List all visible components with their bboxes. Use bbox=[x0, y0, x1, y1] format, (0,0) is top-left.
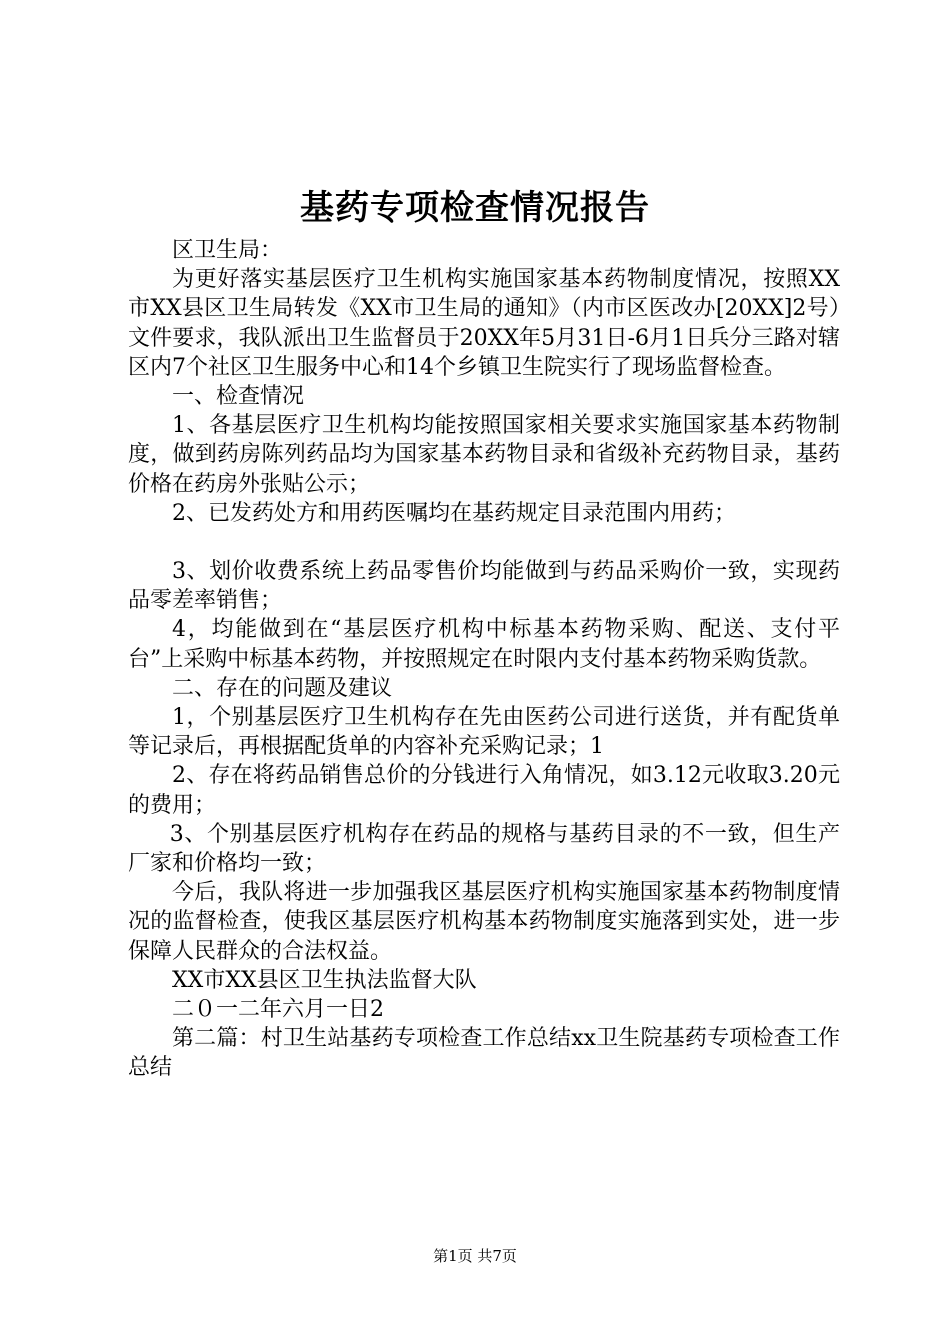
section-heading-problems: 二、存在的问题及建议 bbox=[172, 675, 393, 701]
inspection-item-4: 4，均能做到在“基层医疗机构中标基本药物采购、配送、支付平台”上采购中标基本药物，并按照规定在时限内支付基本药物采购货款。 bbox=[128, 617, 840, 672]
document-title: 基药专项检查情况报告 bbox=[300, 188, 650, 228]
next-article-title: 第二篇：村卫生站基药专项检查工作总结xx卫生院基药专项检查工作总结 bbox=[128, 1026, 840, 1081]
signature-organization: XX市XX县区卫生执法监督大队 bbox=[172, 967, 477, 993]
inspection-item-1: 1、各基层医疗卫生机构均能按照国家相关要求实施国家基本药物制度，做到药房陈列药品均为国家基本药物目录和省级补充药物目录，基药价格在药房外张贴公示； bbox=[128, 413, 840, 497]
closing-paragraph: 今后，我队将进一步加强我区基层医疗机构实施国家基本药物制度情况的监督检查，使我区基层医疗机构基本药物制度实施落到实处，进一步保障人民群众的合法权益。 bbox=[128, 880, 840, 964]
document-body bbox=[128, 236, 840, 1083]
signature-date: 二０一二年六月一日2 bbox=[172, 997, 384, 1023]
salutation: 区卫生局： bbox=[172, 238, 283, 263]
intro-paragraph: 为更好落实基层医疗卫生机构实施国家基本药物制度情况，按照XX市XX县区卫生局转发《XX市卫生局的通知》（内市区医改办[20XX]2号）文件要求，我队派出卫生监督员于20XX年5月31日-6月1日兵分三路对辖区内7个社区卫生服务中心和14个乡镇卫生院实行了现场监督检查。 bbox=[128, 267, 840, 380]
problem-item-1: 1，个别基层医疗卫生机构存在先由医药公司进行送货，并有配货单等记录后，再根据配货单的内容补充采购记录；1 bbox=[128, 705, 840, 760]
inspection-item-3: 3、划价收费系统上药品零售价均能做到与药品采购价一致，实现药品零差率销售； bbox=[128, 559, 840, 614]
section-heading-inspection: 一、检查情况 bbox=[172, 384, 305, 410]
problem-item-3: 3、个别基层医疗机构存在药品的规格与基药目录的不一致，但生产厂家和价格均一致； bbox=[128, 821, 840, 877]
problem-item-2: 2、存在将药品销售总价的分钱进行入角情况，如3.12元收取3.20元的费用； bbox=[128, 763, 840, 818]
page-number-footer: 第1页 共7页 bbox=[433, 1247, 517, 1265]
inspection-item-2: 2、已发药处方和用药医嘱均在基药规定目录范围内用药； bbox=[172, 500, 736, 526]
